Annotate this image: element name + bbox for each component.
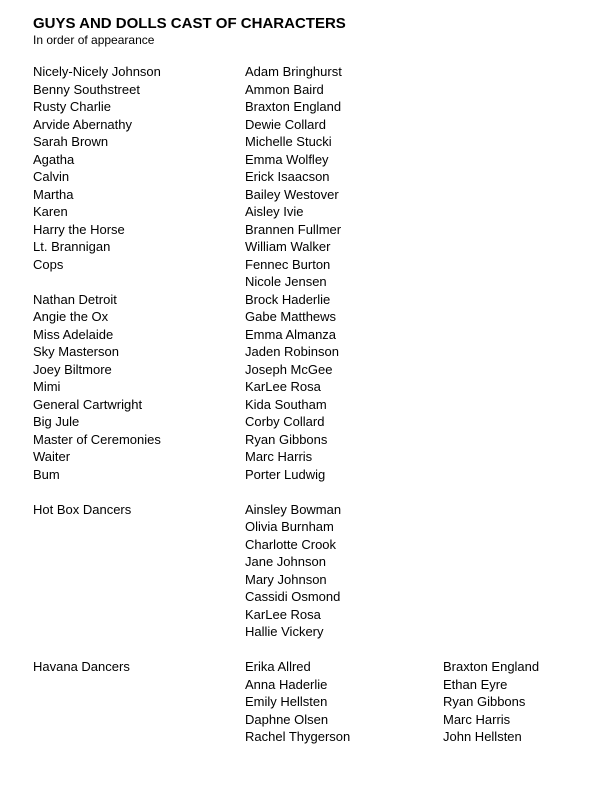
character-cell: Master of Ceremonies — [33, 431, 161, 447]
character-cell: Angie the Ox — [33, 309, 109, 324]
actor2-cell — [443, 81, 593, 99]
cast-row — [33, 658, 593, 676]
actor-cell: Olivia Burnham — [245, 519, 334, 534]
cast-row — [33, 396, 593, 414]
cast-row — [33, 483, 593, 501]
character-cell — [33, 728, 245, 746]
character-cell: Waiter — [33, 449, 71, 464]
character-cell: Rusty Charlie — [33, 99, 112, 114]
actor-cell: William Walker — [245, 239, 331, 254]
page-subtitle: In order of appearance — [33, 33, 155, 47]
actor2-cell — [443, 256, 593, 274]
actor-cell: Jaden Robinson — [245, 344, 339, 359]
character-cell — [33, 571, 245, 589]
cast-row — [33, 606, 593, 624]
cast-row — [33, 378, 593, 396]
actor-cell: Anna Haderlie — [245, 676, 328, 692]
actor-cell: Kida Southam — [245, 396, 327, 412]
actor-cell: Joseph McGee — [245, 361, 333, 377]
character-cell — [33, 553, 245, 571]
character-cell: Arvide Abernathy — [33, 116, 133, 132]
character-cell: Nathan Detroit — [33, 291, 117, 307]
actor-cell: Mary Johnson — [245, 571, 327, 587]
actor-cell: Hallie Vickery — [245, 624, 324, 639]
character-cell: Joey Biltmore — [33, 361, 112, 377]
character-cell — [33, 711, 245, 729]
cast-row — [33, 466, 593, 484]
actor-cell: Ainsley Bowman — [245, 501, 342, 517]
character-cell: Karen — [33, 204, 68, 219]
actor2-cell — [443, 501, 593, 519]
cast-row — [33, 291, 593, 309]
cast-row — [33, 63, 593, 81]
actor2-cell — [443, 63, 593, 81]
cast-row — [33, 448, 593, 466]
character-cell — [33, 273, 245, 291]
actor-cell: Adam Bringhurst — [245, 64, 342, 79]
actor-cell: Daphne Olsen — [245, 711, 329, 727]
character-cell: Agatha — [33, 151, 75, 167]
actor-cell: Erika Allred — [245, 659, 311, 674]
actor2-cell — [443, 641, 593, 659]
actor-cell: Braxton England — [245, 99, 342, 114]
actor2-cell: Marc Harris — [443, 711, 511, 727]
actor-cell: KarLee Rosa — [245, 379, 321, 394]
actor2-cell — [443, 518, 593, 536]
actor2-cell — [443, 361, 593, 379]
cast-table — [33, 63, 593, 746]
actor-cell: Erick Isaacson — [245, 169, 330, 184]
actor2-cell — [443, 588, 593, 606]
character-cell — [33, 623, 245, 641]
actor2-cell: Ryan Gibbons — [443, 694, 526, 709]
cast-row — [33, 308, 593, 326]
cast-row — [33, 168, 593, 186]
actor-cell: Nicole Jensen — [245, 274, 327, 289]
cast-row — [33, 273, 593, 291]
character-cell: Harry the Horse — [33, 221, 125, 237]
character-cell: Hot Box Dancers — [33, 501, 132, 517]
cast-row — [33, 641, 593, 659]
cast-row — [33, 413, 593, 431]
actor2-cell — [443, 133, 593, 151]
cast-row — [33, 728, 593, 746]
cast-row — [33, 151, 593, 169]
character-cell: Martha — [33, 186, 74, 202]
actor-cell: Corby Collard — [245, 414, 325, 429]
cast-row — [33, 186, 593, 204]
cast-row — [33, 553, 593, 571]
actor-cell: Brannen Fullmer — [245, 221, 342, 237]
actor2-cell — [443, 536, 593, 554]
actor-cell — [245, 483, 443, 501]
cast-row — [33, 326, 593, 344]
actor2-cell — [443, 466, 593, 484]
actor-cell: Dewie Collard — [245, 116, 326, 132]
actor2-cell — [443, 151, 593, 169]
character-cell — [33, 641, 245, 659]
actor-cell: Emily Hellsten — [245, 694, 328, 709]
actor2-cell — [443, 396, 593, 414]
cast-row — [33, 98, 593, 116]
character-cell: Sarah Brown — [33, 134, 109, 149]
actor-cell: Ammon Baird — [245, 81, 324, 97]
character-cell: General Cartwright — [33, 396, 143, 412]
character-cell: Havana Dancers — [33, 659, 130, 674]
cast-row — [33, 536, 593, 554]
character-cell: Nicely-Nicely Johnson — [33, 64, 161, 79]
actor2-cell — [443, 553, 593, 571]
character-cell: Big Jule — [33, 414, 80, 429]
actor2-cell — [443, 168, 593, 186]
character-cell — [33, 693, 245, 711]
actor2-cell — [443, 291, 593, 309]
cast-row — [33, 676, 593, 694]
actor2-cell — [443, 326, 593, 344]
actor-cell: Michelle Stucki — [245, 134, 332, 149]
actor-cell: Aisley Ivie — [245, 204, 304, 219]
cast-row — [33, 221, 593, 239]
cast-row — [33, 238, 593, 256]
cast-row — [33, 203, 593, 221]
actor-cell: Emma Almanza — [245, 326, 337, 342]
actor-cell: Marc Harris — [245, 449, 313, 464]
actor2-cell — [443, 116, 593, 134]
character-cell: Sky Masterson — [33, 344, 119, 359]
actor2-cell — [443, 413, 593, 431]
actor-cell: Ryan Gibbons — [245, 431, 328, 447]
cast-row — [33, 711, 593, 729]
actor2-cell — [443, 98, 593, 116]
cast-row — [33, 133, 593, 151]
actor-cell: Cassidi Osmond — [245, 589, 341, 604]
actor2-cell — [443, 238, 593, 256]
cast-row — [33, 518, 593, 536]
character-cell: Benny Southstreet — [33, 81, 140, 97]
cast-row — [33, 693, 593, 711]
actor-cell: Charlotte Crook — [245, 536, 337, 552]
actor-cell: KarLee Rosa — [245, 606, 321, 622]
character-cell — [33, 483, 245, 501]
actor2-cell: Ethan Eyre — [443, 676, 508, 692]
actor-cell: Bailey Westover — [245, 186, 339, 202]
actor2-cell: Braxton England — [443, 659, 540, 674]
actor2-cell — [443, 203, 593, 221]
actor2-cell — [443, 378, 593, 396]
actor2-cell — [443, 221, 593, 239]
actor2-cell — [443, 571, 593, 589]
cast-row — [33, 81, 593, 99]
cast-row — [33, 588, 593, 606]
cast-row — [33, 343, 593, 361]
page-title: GUYS AND DOLLS CAST OF CHARACTERS — [33, 15, 346, 32]
actor2-cell — [443, 483, 593, 501]
actor2-cell — [443, 273, 593, 291]
cast-row — [33, 623, 593, 641]
actor-cell: Rachel Thygerson — [245, 729, 351, 744]
cast-row — [33, 571, 593, 589]
character-cell: Calvin — [33, 169, 70, 184]
actor2-cell — [443, 431, 593, 449]
character-cell: Cops — [33, 256, 64, 272]
character-cell — [33, 588, 245, 606]
actor-cell: Emma Wolfley — [245, 151, 329, 167]
character-cell — [33, 518, 245, 536]
actor2-cell — [443, 308, 593, 326]
actor2-cell: John Hellsten — [443, 729, 522, 744]
character-cell — [33, 536, 245, 554]
actor2-cell — [443, 623, 593, 641]
actor2-cell — [443, 606, 593, 624]
cast-row — [33, 256, 593, 274]
actor2-cell — [443, 448, 593, 466]
actor-cell: Brock Haderlie — [245, 291, 331, 307]
actor-cell — [245, 641, 443, 659]
cast-row — [33, 431, 593, 449]
actor2-cell — [443, 186, 593, 204]
cast-row — [33, 361, 593, 379]
actor2-cell — [443, 343, 593, 361]
character-cell: Lt. Brannigan — [33, 239, 111, 254]
character-cell: Mimi — [33, 379, 61, 394]
actor-cell: Fennec Burton — [245, 256, 331, 272]
actor-cell: Gabe Matthews — [245, 309, 337, 324]
actor-cell: Porter Ludwig — [245, 466, 326, 482]
character-cell — [33, 676, 245, 694]
character-cell: Miss Adelaide — [33, 326, 114, 342]
cast-row — [33, 501, 593, 519]
cast-row — [33, 116, 593, 134]
actor-cell: Jane Johnson — [245, 554, 326, 569]
character-cell: Bum — [33, 466, 60, 482]
character-cell — [33, 606, 245, 624]
